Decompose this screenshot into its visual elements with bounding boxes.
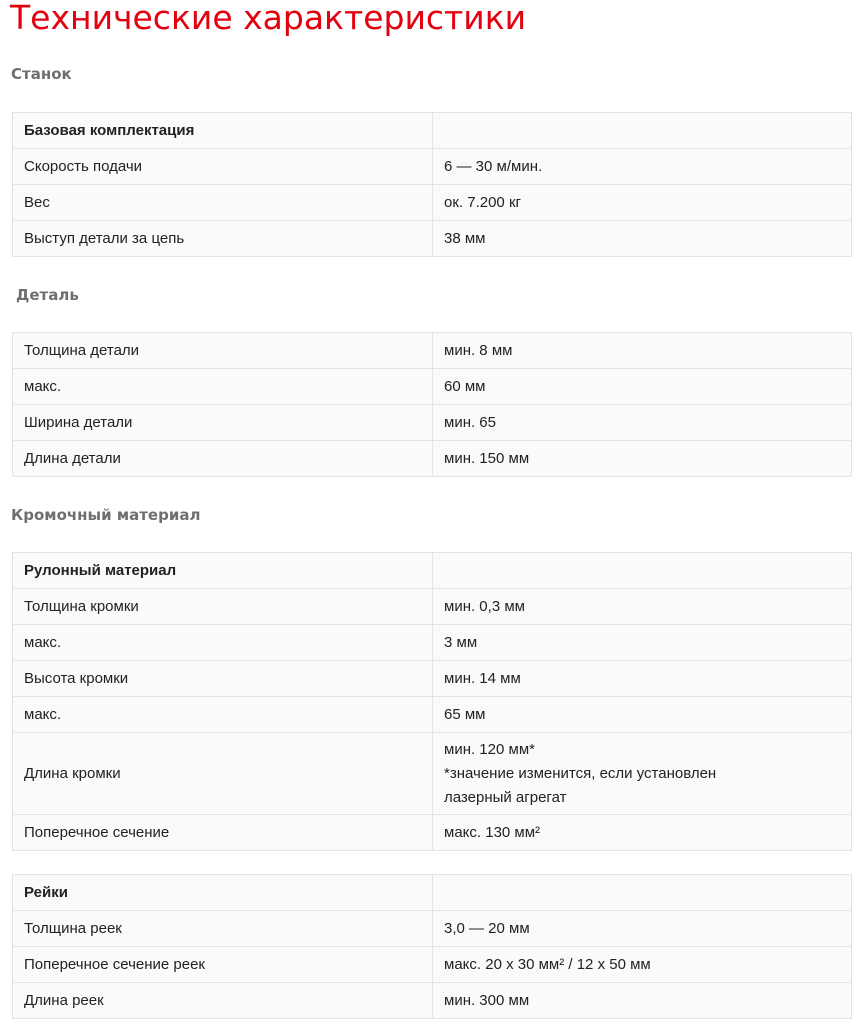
section-heading-machine: Станок [11, 65, 72, 83]
table-group-header [13, 113, 852, 149]
group-value-empty [433, 553, 852, 589]
section-heading-edge-material: Кромочный материал [11, 506, 201, 524]
spec-value-footnote: *значение изменится, если установлен [444, 764, 717, 782]
spec-label: Толщина детали [13, 333, 433, 369]
table-row [13, 733, 852, 815]
table-row [13, 405, 852, 441]
table-group-header [13, 875, 852, 911]
table-row [13, 333, 852, 369]
group-label: Рейки [13, 875, 433, 911]
spec-label: Поперечное сечение реек [13, 947, 433, 983]
coil-material-spec-table [12, 552, 852, 851]
table-row [13, 589, 852, 625]
spec-label: Толщина реек [13, 911, 433, 947]
table-row [13, 221, 852, 257]
table-row [13, 911, 852, 947]
spec-label: Высота кромки [13, 661, 433, 697]
machine-spec-table [12, 112, 852, 257]
spec-value-line: мин. 120 мм* [444, 740, 535, 758]
page-title: Технические характеристики [10, 0, 527, 37]
table-row [13, 661, 852, 697]
table-row [13, 369, 852, 405]
spec-value: 3,0 — 20 мм [433, 911, 852, 947]
table-row [13, 947, 852, 983]
table-row [13, 625, 852, 661]
spec-value: 6 — 30 м/мин. [433, 149, 852, 185]
spec-value: 38 мм [433, 221, 852, 257]
table-row [13, 441, 852, 477]
spec-value: мин. 65 [433, 405, 852, 441]
spec-value: мин. 0,3 мм [433, 589, 852, 625]
section-heading-workpiece: Деталь [16, 286, 79, 304]
spec-value [433, 733, 852, 815]
table-row [13, 697, 852, 733]
spec-value: макс. 20 x 30 мм² / 12 x 50 мм [433, 947, 852, 983]
spec-label: Толщина кромки [13, 589, 433, 625]
spec-value: мин. 8 мм [433, 333, 852, 369]
group-label: Базовая комплектация [13, 113, 433, 149]
spec-value: макс. 130 мм² [433, 815, 852, 851]
workpiece-spec-table [12, 332, 852, 477]
spec-label: Вес [13, 185, 433, 221]
spec-label: Поперечное сечение [13, 815, 433, 851]
spec-label: макс. [13, 625, 433, 661]
spec-label: макс. [13, 369, 433, 405]
group-label: Рулонный материал [13, 553, 433, 589]
group-value-empty [433, 113, 852, 149]
spec-label: Скорость подачи [13, 149, 433, 185]
spec-value: 60 мм [433, 369, 852, 405]
spec-value: мин. 14 мм [433, 661, 852, 697]
spec-value: 3 мм [433, 625, 852, 661]
spec-label: Длина кромки [13, 733, 433, 815]
spec-value: мин. 150 мм [433, 441, 852, 477]
spec-label: Ширина детали [13, 405, 433, 441]
spec-label: Выступ детали за цепь [13, 221, 433, 257]
table-group-header [13, 553, 852, 589]
spec-label: Длина детали [13, 441, 433, 477]
spec-value: мин. 300 мм [433, 983, 852, 1019]
spec-value: 65 мм [433, 697, 852, 733]
table-row [13, 185, 852, 221]
table-row [13, 983, 852, 1019]
strips-spec-table [12, 874, 852, 1019]
spec-label: макс. [13, 697, 433, 733]
spec-label: Длина реек [13, 983, 433, 1019]
table-row [13, 149, 852, 185]
spec-value: ок. 7.200 кг [433, 185, 852, 221]
table-row [13, 815, 852, 851]
spec-value-footnote: лазерный агрегат [444, 788, 567, 806]
group-value-empty [433, 875, 852, 911]
